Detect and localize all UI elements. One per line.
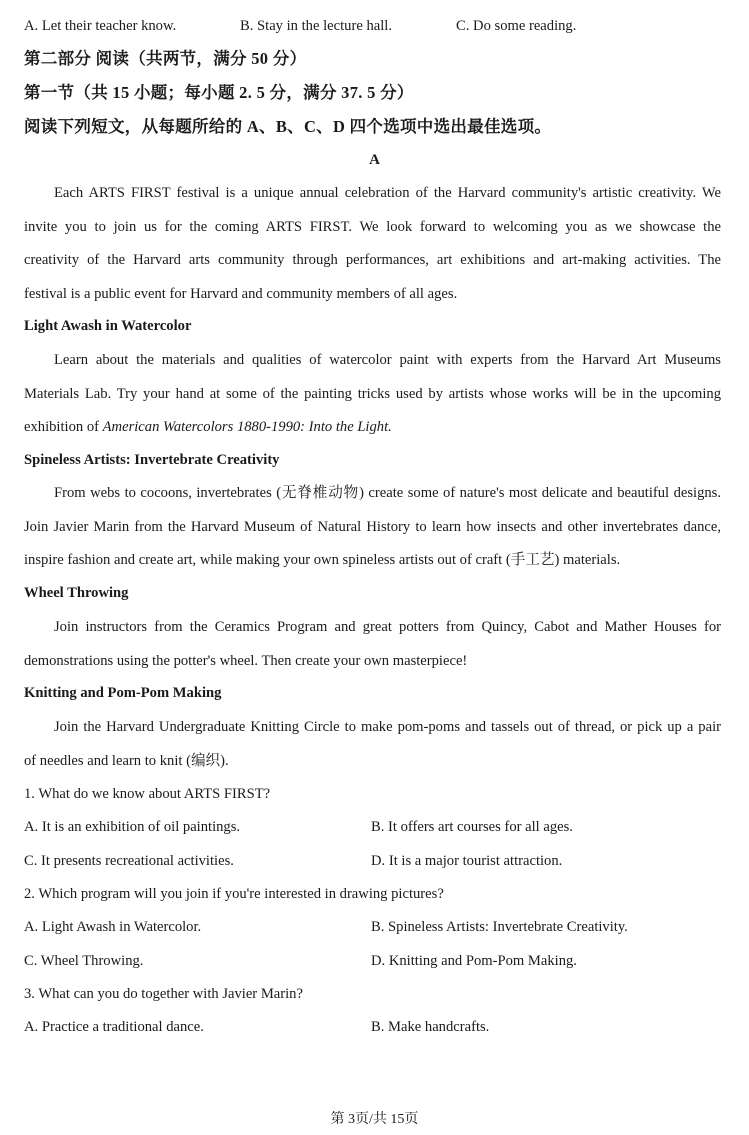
program-line: inspire fashion and create art, while making your own spineless artists out of craft (手工艺) materials. bbox=[24, 552, 621, 568]
program-title-spineless: Spineless Artists: Invertebrate Creativity bbox=[24, 452, 280, 468]
question-3-stem: 3. What can you do together with Javier Marin? bbox=[24, 986, 303, 1002]
prev-option-c: C. Do some reading. bbox=[456, 18, 577, 34]
question-2-stem: 2. Which program will you join if you're interested in drawing pictures? bbox=[24, 886, 444, 902]
program-paragraph-watercolor bbox=[24, 350, 721, 451]
program-title-knitting: Knitting and Pom-Pom Making bbox=[24, 685, 222, 701]
program-line bbox=[24, 417, 721, 451]
intro-line: invite you to join us for the coming ARTS FIRST. We look forward to welcoming you as we showcase the bbox=[24, 218, 721, 235]
intro-line: festival is a public event for Harvard and community members of all ages. bbox=[24, 285, 458, 302]
question-1-option-d: D. It is a major tourist attraction. bbox=[371, 853, 563, 869]
program-paragraph-knitting bbox=[24, 717, 721, 784]
program-line: demonstrations using the potter's wheel. Then create your own masterpiece! bbox=[24, 652, 468, 669]
question-1-option-c: C. It presents recreational activities. bbox=[24, 853, 234, 869]
passage-label: A bbox=[369, 152, 380, 168]
question-1-stem: 1. What do we know about ARTS FIRST? bbox=[24, 786, 271, 802]
question-2-option-b: B. Spineless Artists: Invertebrate Creativity. bbox=[371, 919, 628, 935]
program-line: Learn about the materials and qualities of watercolor paint with experts from the Harvard Art Museums bbox=[54, 352, 721, 368]
question-3-option-b: B. Make handcrafts. bbox=[371, 1019, 490, 1035]
exhibition-prefix: exhibition of bbox=[24, 419, 103, 435]
question-1-option-b: B. It offers art courses for all ages. bbox=[371, 819, 573, 835]
question-3-option-a: A. Practice a traditional dance. bbox=[24, 1019, 204, 1035]
question-2-option-d: D. Knitting and Pom-Pom Making. bbox=[371, 953, 577, 969]
program-line: From webs to cocoons, invertebrates (无脊椎动物) create some of nature's most delicate and beautiful designs. bbox=[54, 485, 721, 501]
intro-line: creativity of the Harvard arts community through performances, art exhibitions and art-making activities. The bbox=[24, 252, 721, 268]
prev-option-a: A. Let their teacher know. bbox=[24, 18, 177, 34]
part-title: 第二部分 阅读（共两节，满分 50 分） bbox=[24, 49, 307, 68]
section-title: 第一节（共 15 小题；每小题 2. 5 分，满分 37. 5 分） bbox=[24, 83, 414, 102]
page-footer: 第 3页/共 15页 bbox=[330, 1112, 419, 1127]
program-line: Join instructors from the Ceramics Program and great potters from Quincy, Cabot and Mather Houses for bbox=[54, 619, 721, 635]
program-paragraph-spineless bbox=[24, 483, 721, 584]
program-line: Join the Harvard Undergraduate Knitting Circle to make pom-poms and tassels out of thread, or pick up a pair bbox=[54, 719, 721, 735]
instruction: 阅读下列短文，从每题所给的 A、B、C、D 四个选项中选出最佳选项。 bbox=[24, 117, 552, 136]
intro-line: Each ARTS FIRST festival is a unique annual celebration of the Harvard community's artistic creativity. We bbox=[54, 185, 721, 201]
exhibition-title: American Watercolors 1880-1990: Into the Light. bbox=[102, 419, 392, 435]
question-2-option-c: C. Wheel Throwing. bbox=[24, 953, 144, 969]
program-line: Join Javier Marin from the Harvard Museum of Natural History to learn how insects and other invertebrates dance, bbox=[24, 518, 721, 535]
question-2-option-a: A. Light Awash in Watercolor. bbox=[24, 919, 202, 935]
program-paragraph-wheel bbox=[24, 617, 721, 684]
program-title-watercolor: Light Awash in Watercolor bbox=[24, 318, 192, 334]
program-title-wheel: Wheel Throwing bbox=[24, 585, 129, 601]
program-line: of needles and learn to knit (编织). bbox=[24, 752, 229, 769]
program-line: Materials Lab. Try your hand at some of the painting tricks used by artists whose works will be in the upcoming bbox=[24, 385, 721, 402]
intro-paragraph bbox=[24, 183, 721, 317]
prev-option-b: B. Stay in the lecture hall. bbox=[240, 18, 392, 34]
question-1-option-a: A. It is an exhibition of oil paintings. bbox=[24, 819, 241, 835]
